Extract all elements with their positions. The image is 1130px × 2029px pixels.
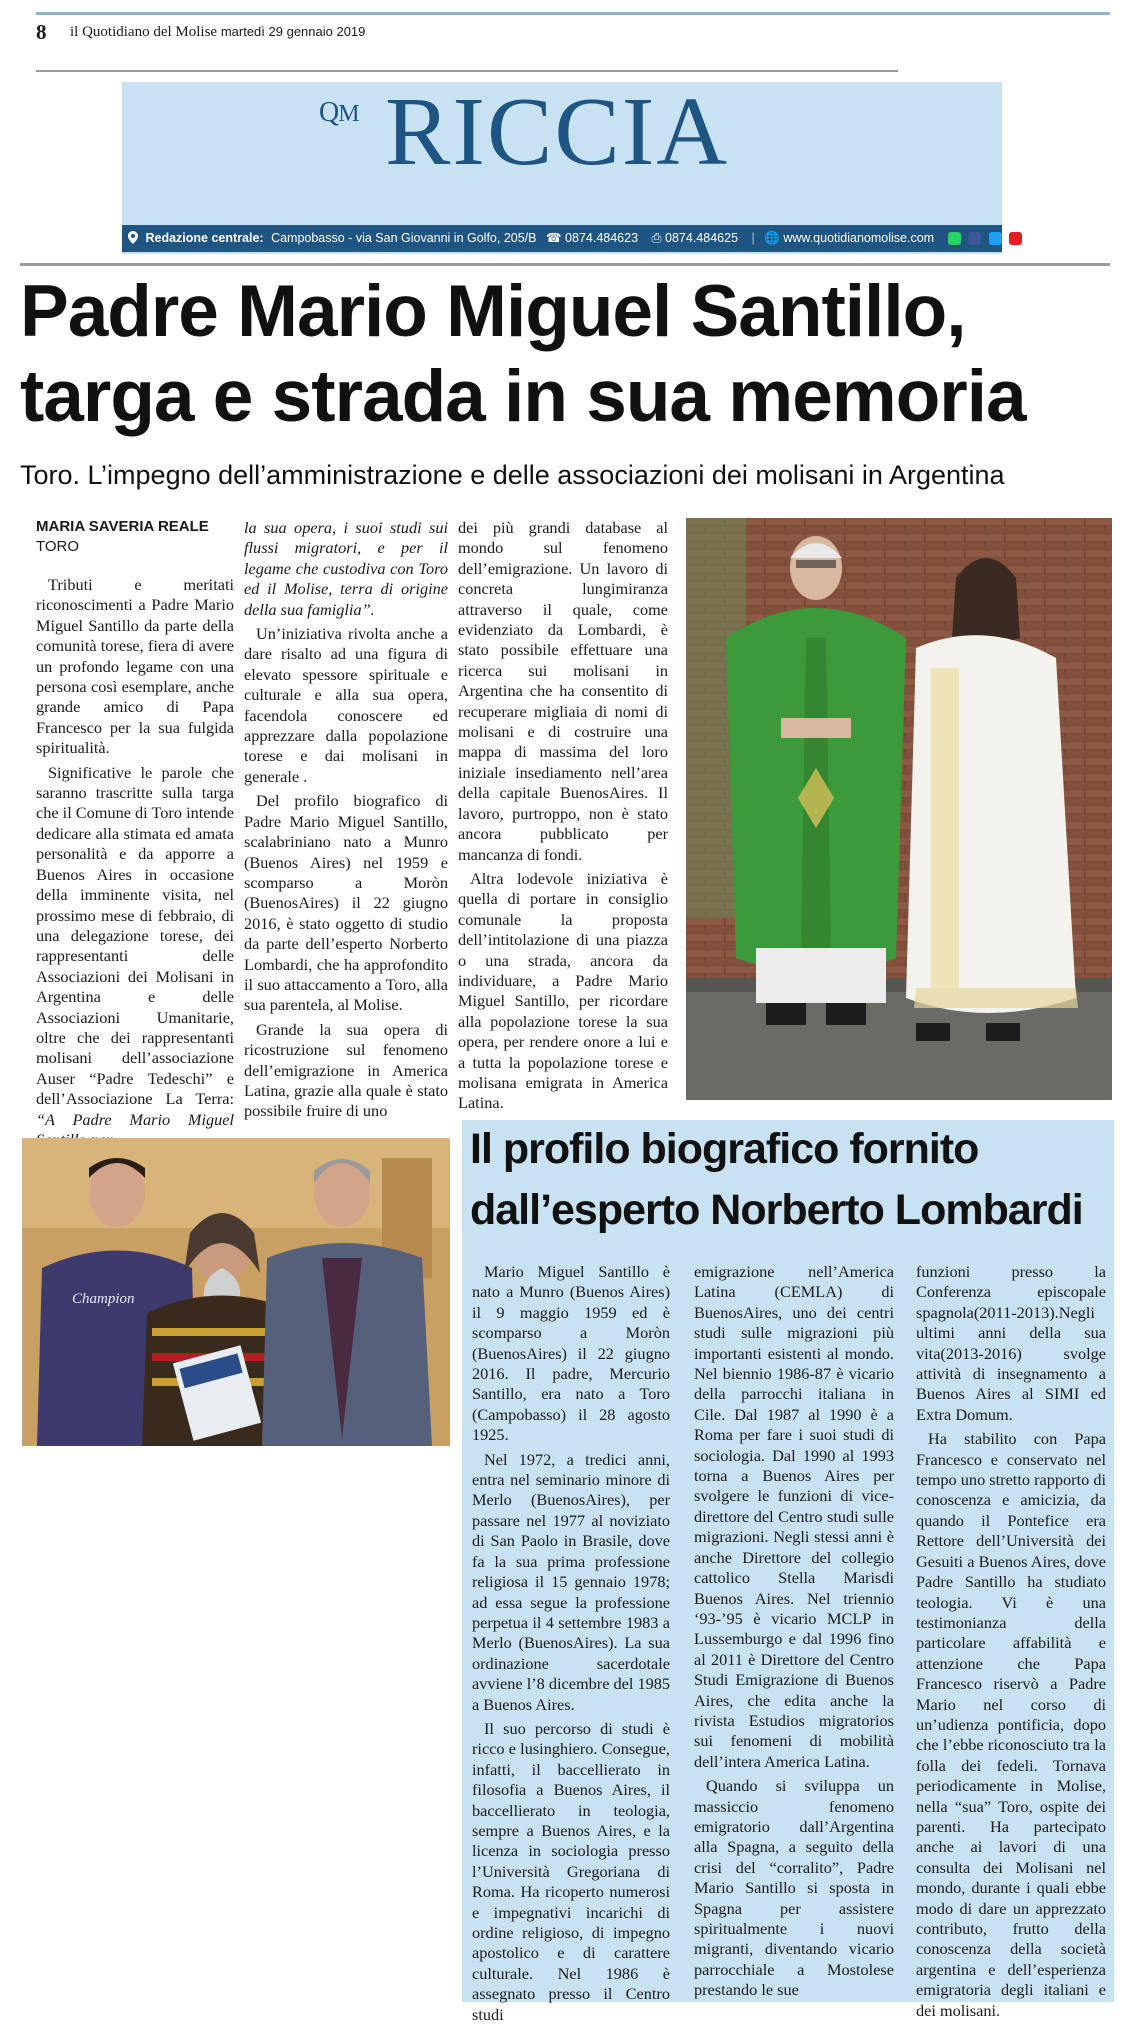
paragraph: dei più grandi database al mondo sul fenomeno dell’emigrazione. Un lavoro di concreta lungimiranza attraverso il quale, come evidenziato da Lombardi, è stato possibile effettuare una ricerca sui molisani in Argentina che ha consentito di recuperare migliaia di nomi di molisani e di costruire una mappa di massima del loro iniziale insediamento nell’area della capitale BuenosAires. Il lavoro, purtroppo, non è stato ancora pubblicato per mancanza di fondi. [458, 518, 668, 864]
bio-title-line-2: dall’esperto Norberto Lombardi [470, 1186, 1083, 1234]
bio-column-2 [694, 1262, 894, 2005]
location-pin-icon [128, 225, 138, 252]
paragraph: Grande la sua opera di ricostruzione sul fenomeno dell’emigrazione in America Latina, grazie alla quale è stato possibile fruire di uno [244, 1019, 448, 1121]
page-number: 8 [36, 20, 47, 44]
facebook-icon[interactable] [968, 232, 981, 245]
photo-three-men-illustration [22, 1138, 450, 1446]
masthead-rule [20, 263, 1110, 266]
bio-column-1 [472, 1262, 670, 2029]
section-title: RICCIA [385, 78, 730, 186]
photo-priests [686, 518, 1112, 1100]
paragraph: emigrazione nell’America Latina (CEMLA) di BuenosAires, uno dei centri studi sulle migrazioni più importanti esistenti al mondo. Nel biennio 1986-87 è vicario della parrocchi italiana in Cile. Dal 1987 al 1990 è a Roma per fare i suoi studi di sociologia. Dal 1990 al 1993 torna a Buenos Aires per svolgere le funzioni di vice-direttore del Centro studi sulle migrazioni. Negli stessi anni è anche Direttore del collegio cattolico Stella Marisdi Buenos Aires. Nel triennio ‘93-’95 è vicario MCLP in Lussemburgo e dal 1996 fino al 2011 è Direttore del Centro Studi Emigrazione di Buenos Aires, che edita anche la rivista Estudios migratorios sui fenomeni di mobilità dell’intera America Latina. [694, 1262, 894, 1771]
paragraph-text: Significative le parole che saranno trascritte sulla targa che il Comune di Toro intende dedicare alla stimata ed amata personalità e da apporre a Buenos Aires in occasione della imminente visita, nel prossimo mese di febbraio, di una delegazione torese, dei rappresentanti delle Associazioni dei Molisani in Argentina e delle Associazioni Umanitarie, oltre che dei rappresentanti molisani dell’associazione Auser “Padre Tedeschi” e dell’Associazione La Terra: [36, 762, 234, 1109]
logo-m: M [338, 101, 359, 127]
headline-line-2: targa e strada in sua memoria [20, 356, 1026, 437]
plaque-quote-end: la sua opera, i suoi studi sui flussi migratori, e per il legame che custodiva con Toro ed il Molise, terra di origine della sua famiglia”. [244, 518, 448, 619]
bio-title-line-1: Il profilo biografico fornito [470, 1125, 979, 1173]
article-column-2 [244, 518, 448, 1126]
paragraph: Nel 1972, a tredici anni, entra nel seminario minore di Merlo (BuenosAires), per passare nel 1977 al noviziato di San Paolo in Brasile, dove fa la sua prima professione religiosa il 15 gennaio 1978; ad essa segue la professione perpetua il 4 settembre 1983 a Merlo (BuenosAires). La sua ordinazione sacerdotale avviene l’8 dicembre del 1985 a Buenos Aires. [472, 1449, 671, 1714]
paper-title: il Quotidiano del Molise [70, 24, 218, 40]
photo-three-men [22, 1138, 450, 1446]
paragraph [36, 763, 234, 1151]
bio-column-3 [916, 1262, 1106, 2025]
divider: | [751, 231, 755, 245]
headline-line-1: Padre Mario Miguel Santillo, [20, 271, 966, 352]
paragraph: Del profilo biografico di Padre Mario Miguel Santillo, scalabriniano nato a Munro (Buenos Aires) nel 1959 e scomparso a Moròn (BuenosAires) il 22 giugno 2016, è stato oggetto di studio da parte dell’esperto Norberto Lombardi, che ha approfondito il suo attaccamento a Toro, alla sua parentela, al Molise. [244, 791, 448, 1015]
contact-label: Redazione centrale: [145, 231, 264, 245]
fax-icon: ⎙ [651, 231, 662, 245]
paragraph: Il suo percorso di studi è ricco e lusinghiero. Consegue, infatti, il baccellierato in filosofia a Buenos Aires, il baccellierato in teologia, sempre a Buenos Aires, e la licenza in sociologia presso l’Università Gregoriana di Roma. Ha ricoperto numerosi e impegnativi incarichi di ordine religioso, di impegno apostolico e di carattere culturale. Nel 1986 è assegnato presso il Centro studi [472, 1718, 670, 2024]
subheadline: Toro. L’impegno dell’amministrazione e delle associazioni dei molisani in Argentina [20, 460, 1005, 490]
paragraph: Quando si sviluppa un massiccio fenomeno emigratorio dall’Argentina alla Spagna, a seguito della crisi del “corralito”, Padre Mario Santillo si sposta in Spagna per assistere spiritualmente i nuovi migranti, diventando vicario parrocchiale a Mostolese prestando le sue [694, 1776, 894, 2000]
dateline-place: TORO [36, 538, 80, 555]
top-rule [36, 12, 1110, 15]
article-column-1 [36, 575, 234, 1154]
photo-priests-illustration [686, 518, 1112, 1100]
paragraph: Un’iniziativa rivolta anche a dare risalto ad una figura di elevato spessore spirituale e culturale e alla sua opera, facendola conoscere ed apprezzare dalla popolazione torese e dai molisani in generale . [244, 624, 448, 786]
qm-logo [319, 97, 359, 129]
paragraph: Altra lodevole iniziativa è quella di portare in consiglio comunale la proposta dell’intitolazione di una piazza o una strada, ancora da individuare, a Padre Mario Miguel Santillo, per ricordare alla popolazione torese la sua opera, per rendere onore a lui e a tutta la popolazione torese e molisana emigrata in America Latina. [458, 868, 668, 1113]
website-link[interactable]: www.quotidianomolise.com [783, 231, 935, 245]
fax-number: 0874.484625 [665, 231, 739, 245]
contact-bar [122, 225, 1002, 252]
paragraph: funzioni presso la Conferenza episcopale spagnola(2011-2013).Negli ultimi anni della sua vita(2013-2016) svolge attività di insegnamento a Buenos Aires al SIMI ed Extra Domum. [916, 1262, 1106, 1424]
office-address: Campobasso - via San Giovanni in Golfo, 205/B [271, 231, 537, 245]
article-column-3 [458, 518, 668, 1118]
paragraph: Mario Miguel Santillo è nato a Munro (Buenos Aires) il 9 maggio 1959 ed è scomparso a Moròn (BuenosAires) il 22 giugno 2016. Il padre, Mercurio Santillo, era nato a Toro (Campobasso) il 28 agosto 1925. [472, 1262, 670, 1445]
author-byline: MARIA SAVERIA REALE [36, 518, 209, 535]
header-rule [36, 70, 898, 72]
issue-date: martedì 29 gennaio 2019 [220, 24, 366, 39]
paragraph: Ha stabilito con Papa Francesco e conservato nel tempo uno stretto rapporto di conoscenza e amicizia, da quando il Pontefice era Rettore dell’Università dei Gesuiti a Buenos Aires, dove Padre Santillo ha studiato teologia. Vi è una testimonianza della particolare affabilità e attenzione che Papa Francesco riservò a Padre Mario nel corso di un’udienza pontificia, dopo che l’ebbe riconosciuto tra la folla dei fedeli. Tornava periodicamente in Molise, nella “sua” Toro, ospite dei parenti. Ha partecipato anche ai lavori di una consulta dei Molisani nel mondo, durante i quali ebbe modo di dare un apprezzato contributo, frutto della conoscenza della società argentina e dell’esperienza emigratoria degli italiani e dei molisani. [916, 1429, 1106, 2020]
phone-icon: ☎ [545, 231, 562, 245]
phone-number: 0874.484623 [565, 231, 639, 245]
whatsapp-icon[interactable] [948, 232, 961, 245]
shirt-logo-text: Champion [72, 1291, 135, 1307]
youtube-icon[interactable] [1009, 232, 1022, 245]
paragraph: Tributi e meritati riconoscimenti a Padre Mario Miguel Santillo da parte della comunità torese, fiera di avere un profondo legame con una persona così esemplare, anche grande amico di Papa Francesco per la sua fulgida spiritualità. [36, 575, 234, 758]
globe-icon: 🌐 [764, 231, 780, 245]
newspaper-name [70, 24, 365, 41]
plaque-quote-start: “A Padre Mario Miguel [36, 1109, 234, 1129]
twitter-icon[interactable] [989, 232, 1002, 245]
logo-q: Q [319, 97, 339, 128]
